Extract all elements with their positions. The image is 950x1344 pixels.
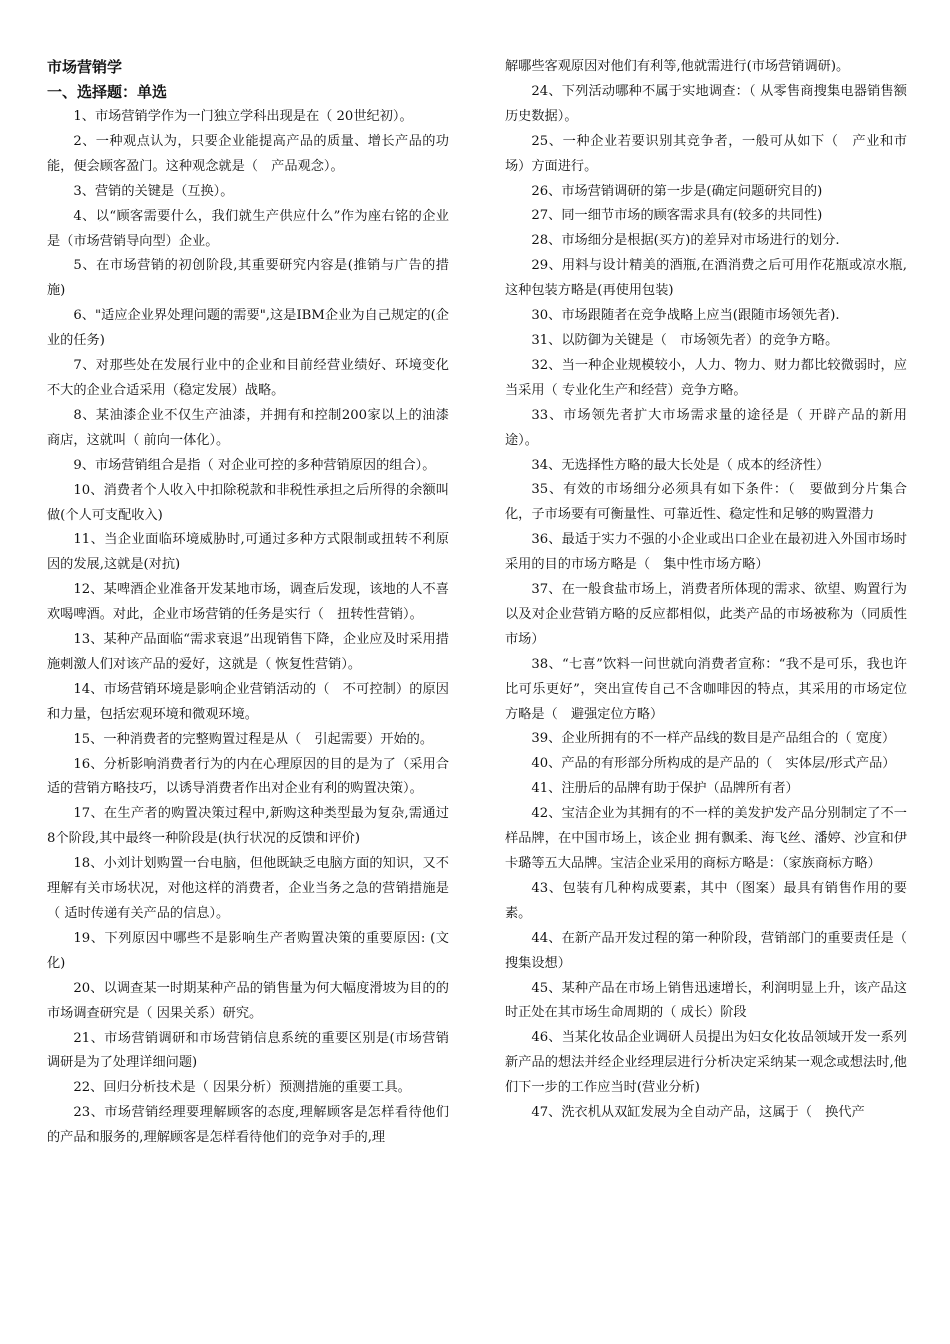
question-item: 20、以调查某一时期某种产品的销售量为何大幅度滑坡为目的的 市场调查研究是（ 因果关系）研究。: [47, 980, 449, 1021]
question-item: 35、有效的市场细分必须具有如下条件：（ 要做到分片集合化，子市场要有可衡量性、可靠近性、稳定性和足够的购置潜力: [505, 482, 907, 523]
question-item: 24、下列活动哪种不属于实地调查：（ 从零售商搜集电器销售额历史数据）。: [505, 83, 907, 124]
question-item: 32、当一种企业规模较小，人力、物力、财力都比较微弱时，应当采用（ 专业化生产和经营）竞争方略。: [505, 357, 907, 398]
question-item: 26、市场营销调研的第一步是(确定问题研究目的): [531, 183, 823, 199]
question-item: 45、某种产品在市场上销售迅速增长，利润明显上升，该产品这时正处在其市场生命周期的（ 成长）阶段: [505, 980, 907, 1021]
question-item: 15、一种消费者的完整购置过程是从（ 引起需要）开始的。: [73, 731, 434, 747]
question-list-left: [47, 105, 449, 1151]
question-item: 31、以防御为关键是（ 市场领先者）的竞争方略。: [531, 332, 839, 348]
question-item: 27、同一细节市场的顾客需求具有(较多的共同性): [531, 208, 823, 224]
question-item: 29、用料与设计精美的酒瓶,在酒消费之后可用作花瓶或凉水瓶,这种包装方略是(再使用包装): [505, 258, 907, 299]
question-item: 28、市场细分是根据(买方)的差异对市场进行的划分.: [531, 233, 840, 249]
left-column: [47, 55, 449, 1151]
question-item: 8、某油漆企业不仅生产油漆，并拥有和控制200家以上的油漆商店，这就叫（ 前向一体化）。: [47, 407, 449, 448]
question-item: 7、对那些处在发展行业中的企业和目前经营业绩好、环境变化不大的企业合适采用（稳定发展）战略。: [47, 358, 449, 398]
question-item: 22、回归分析技术是（ 因果分析）预测措施的重要工具。: [73, 1080, 411, 1096]
question-item: 2、一种观点认为，只要企业能提高产品的质量、增长产品的功能，便会顾客盈门。这种观念就是（ 产品观念）。: [47, 133, 449, 174]
question-item: 5、在市场营销的初创阶段,其重要研究内容是(推销与广告的措施): [47, 258, 449, 299]
right-column: [505, 55, 907, 1126]
question-item: 14、市场营销环境是影响企业营销活动的（ 不可控制）的原因和力量，包括宏观环境和微观环境。: [47, 681, 449, 722]
question-item: 10、消费者个人收入中扣除税款和非税性承担之后所得的余额叫做(个人可支配收入): [47, 482, 449, 523]
question-item: 38、“七喜”饮料一问世就向消费者宣称：“我不是可乐，我也许比可乐更好”，突出宣传自己不含咖啡因的特点，其采用的市场定位方略是（ 避强定位方略）: [505, 656, 907, 722]
question-continuation: 解哪些客观原因对他们有利等,他就需进行(市场营销调研)。: [505, 59, 850, 74]
question-item: 40、产品的有形部分所构成的是产品的（ 实体层/形式产品）: [531, 756, 896, 772]
question-item: 18、小刘计划购置一台电脑，但他既缺乏电脑方面的知识，又不理解有关市场状况，对他这样的消费者，企业当务之急的营销措施是（ 适时传递有关产品的信息）。: [47, 856, 449, 921]
question-item: 6、"适应企业界处理问题的需要",这是IBM企业为自己规定的(企业的任务): [47, 308, 449, 349]
question-item: 25、一种企业若要识别其竞争者，一般可从如下（ 产业和市场）方面进行。: [505, 133, 907, 174]
question-item: 16、分析影响消费者行为的内在心理原因的目的是为了（采用合适的营销方略技巧，以诱导消费者作出对企业有利的购置决策）。: [47, 756, 449, 797]
question-item: 46、当某化妆品企业调研人员提出为妇女化妆品领域开发一系列新产品的想法并经企业经理层进行分析决定采纳某一观念或想法时,他们下一步的工作应当时(营业分析): [505, 1030, 907, 1096]
question-item: 34、无选择性方略的最大长处是（ 成本的经济性）: [531, 457, 830, 473]
question-item: 23、市场营销经理要理解顾客的态度,理解顾客是怎样看待他们的产品和服务的,理解顾客是怎样看待他们的竞争对手的,理: [47, 1105, 449, 1146]
question-list-right: [505, 80, 907, 1126]
question-item: 17、在生产者的购置决策过程中,新购这种类型最为复杂,需通过8个阶段,其中最终一种阶段是(执行状况的反馈和评价): [47, 806, 449, 847]
question-item: 44、在新产品开发过程的第一种阶段，营销部门的重要责任是（ 搜集设想）: [505, 930, 907, 971]
question-item: 21、市场营销调研和市场营销信息系统的重要区别是(市场营销调研是为了处理详细问题): [47, 1030, 449, 1071]
question-item: 30、市场跟随者在竞争战略上应当(跟随市场领先者).: [531, 308, 840, 324]
question-item: 36、最适于实力不强的小企业或出口企业在最初进入外国市场时采用的目的市场方略是（ 集中性市场方略）: [505, 532, 907, 573]
question-item: 9、市场营销组合是指（ 对企业可控的多种营销原因的组合）。: [73, 457, 436, 473]
question-item: 4、以“顾客需要什么，我们就生产供应什么”作为座右铭的企业是（市场营销导向型）企业。: [47, 208, 449, 249]
question-item: 41、注册后的品牌有助于保护（品牌所有者）: [531, 781, 799, 797]
question-item: 11、当企业面临环境威胁时,可通过多种方式限制或扭转不利原因的发展,这就是(对抗): [47, 532, 449, 573]
question-item: 1、市场营销学作为一门独立学科出现是在（ 20世纪初）。: [73, 109, 413, 124]
question-item: 39、企业所拥有的不一样产品线的数目是产品组合的（ 宽度）: [531, 731, 896, 747]
question-item: 19、下列原因中哪些不是影响生产者购置决策的重要原因: (文化): [47, 930, 449, 971]
question-item: 43、包装有几种构成要素，其中（图案）最具有销售作用的要素。: [505, 880, 907, 921]
question-item: 3、营销的关键是（互换）。: [73, 183, 234, 199]
section-heading: 一、选择题：单选: [47, 83, 168, 101]
question-item: 33、市场领先者扩大市场需求量的途径是（ 开辟产品的新用途）。: [505, 407, 907, 448]
question-item: 47、洗衣机从双缸发展为全自动产品，这属于（ 换代产: [531, 1105, 865, 1121]
document-title: 市场营销学: [47, 58, 123, 76]
question-item: 12、某啤酒企业准备开发某地市场，调查后发现，该地的人不喜欢喝啤酒。对此，企业市场营销的任务是实行（ 扭转性营销）。: [47, 582, 449, 623]
question-item: 37、在一般食盐市场上，消费者所体现的需求、欲望、购置行为以及对企业营销方略的反应都相似，此类产品的市场被称为（同质性市场）: [505, 582, 907, 647]
question-item: 42、宝洁企业为其拥有的不一样的美发护发产品分别制定了不一样品牌，在中国市场上，该企业 拥有飘柔、海飞丝、潘婷、沙宣和伊卡璐等五大品牌。宝洁企业采用的商标方略是：（家族商标方略）: [505, 806, 907, 871]
question-item: 13、某种产品面临“需求衰退”出现销售下降，企业应及时采用措施刺激人们对该产品的爱好，这就是（ 恢复性营销）。: [47, 632, 449, 672]
